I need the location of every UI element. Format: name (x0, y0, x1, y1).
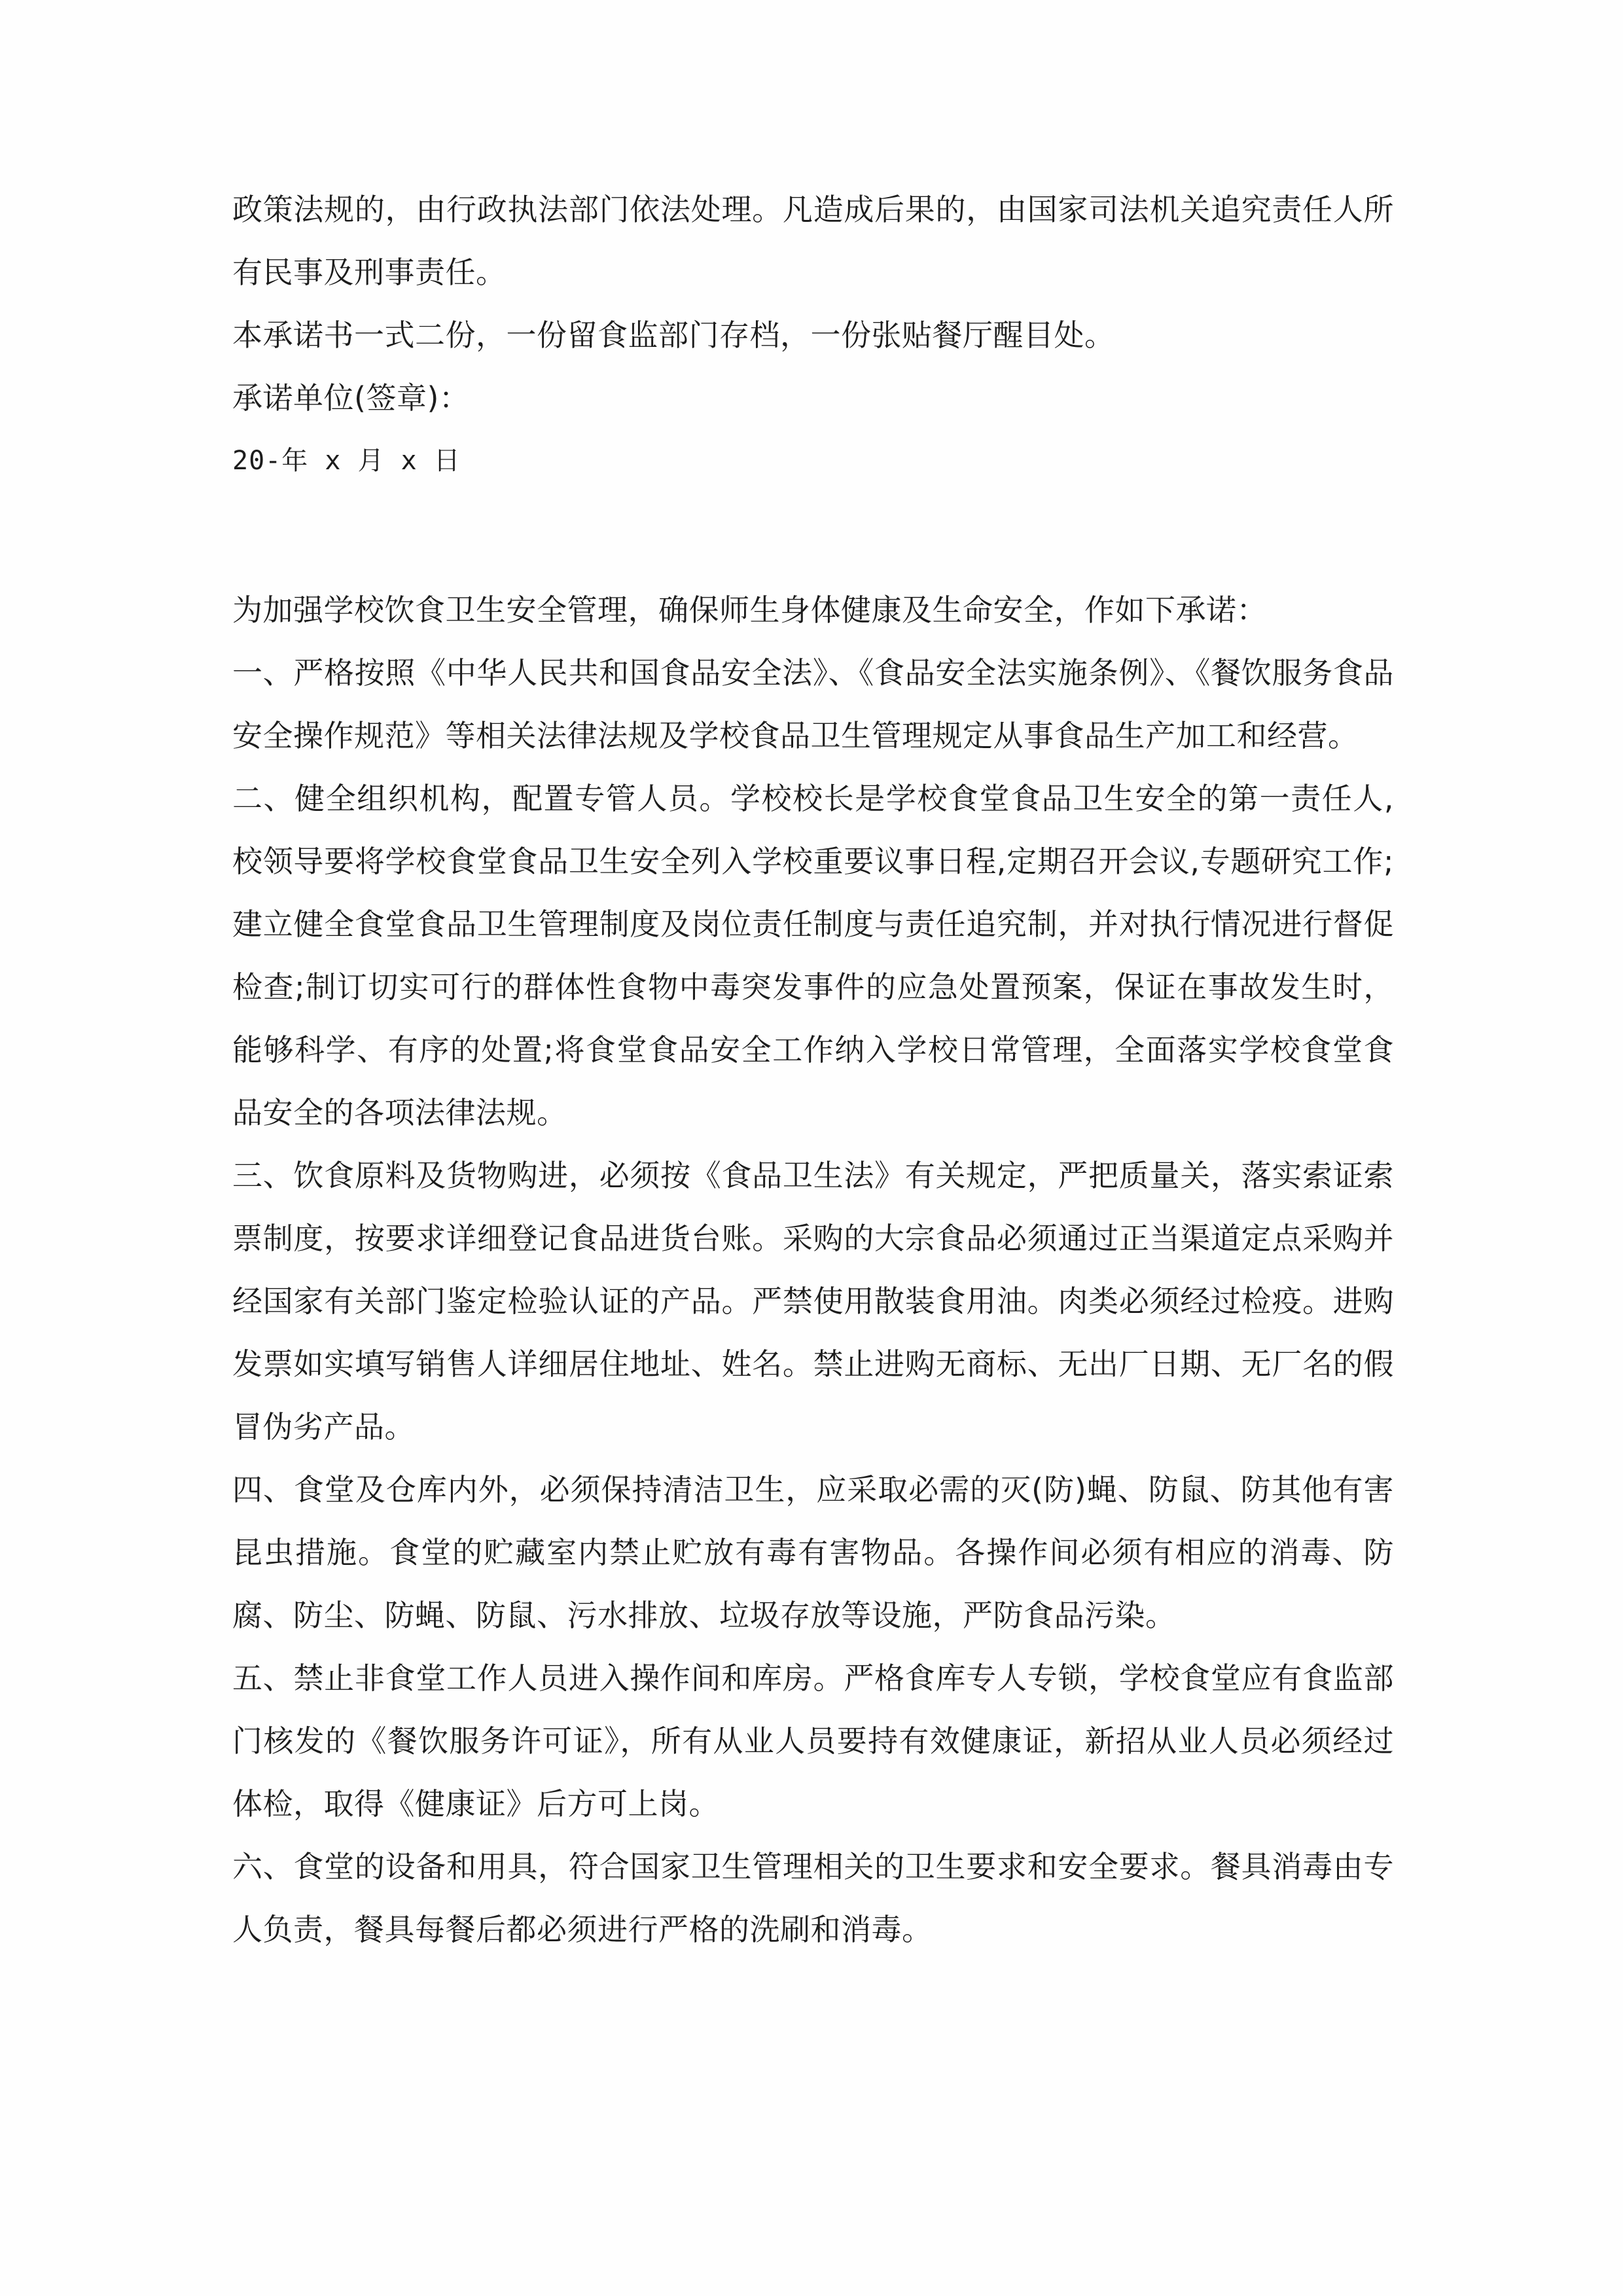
commitment-item-6: 六、食堂的设备和用具，符合国家卫生管理相关的卫生要求和安全要求。餐具消毒由专人负责，餐具每餐后都必须进行严格的洗刷和消毒。 (232, 1849, 1394, 1947)
commitment-item-4: 四、食堂及仓库内外，必须保持清洁卫生，应采取必需的灭(防)蝇、防鼠、防其他有害昆虫措施。食堂的贮藏室内禁止贮放有毒有害物品。各操作间必须有相应的消毒、防腐、防尘、防蝇、防鼠、污水排放、垃圾存放等设施，严防食品污染。 (232, 1472, 1394, 1633)
intro-paragraph: 为加强学校饮食卫生安全管理，确保师生身体健康及生命安全，作如下承诺： (232, 592, 1267, 628)
signature-line: 承诺单位(签章)： (232, 380, 470, 416)
commitment-item-3: 三、饮食原料及货物购进，必须按《食品卫生法》有关规定，严把质量关，落实索证索票制度，按要求详细登记食品进货台账。采购的大宗食品必须通过正当渠道定点采购并经国家有关部门鉴定检验认证的产品。严禁使用散装食用油。肉类必须经过检疫。进购发票如实填写销售人详细居住地址、姓名。禁止进购无商标、无出厂日期、无厂名的假冒伪劣产品。 (232, 1158, 1394, 1444)
date-line: 20-年 x 月 x 日 (232, 446, 461, 476)
commitment-item-1: 一、严格按照《中华人民共和国食品安全法》、《食品安全法实施条例》、《餐饮服务食品安全操作规范》等相关法律法规及学校食品卫生管理规定从事食品生产加工和经营。 (232, 655, 1394, 753)
paragraph-copies: 本承诺书一式二份，一份留食监部门存档，一份张贴餐厅醒目处。 (232, 317, 1115, 353)
section-separator (232, 492, 1394, 577)
document-body (232, 178, 1394, 1961)
paragraph-continuation: 政策法规的，由行政执法部门依法处理。凡造成后果的，由国家司法机关追究责任人所有民事及刑事责任。 (232, 192, 1394, 290)
commitment-item-5: 五、禁止非食堂工作人员进入操作间和库房。严格食库专人专锁，学校食堂应有食监部门核发的《餐饮服务许可证》，所有从业人员要持有效健康证，新招从业人员必须经过体检，取得《健康证》后方可上岗。 (232, 1660, 1394, 1821)
commitment-item-2: 二、健全组织机构，配置专管人员。学校校长是学校食堂食品卫生安全的第一责任人,校领导要将学校食堂食品卫生安全列入学校重要议事日程,定期召开会议,专题研究工作;建立健全食堂食品卫生管理制度及岗位责任制度与责任追究制，并对执行情况进行督促检查;制订切实可行的群体性食物中毒突发事件的应急处置预案，保证在事故发生时，能够科学、有序的处置;将食堂食品安全工作纳入学校日常管理，全面落实学校食堂食品安全的各项法律法规。 (232, 781, 1394, 1130)
